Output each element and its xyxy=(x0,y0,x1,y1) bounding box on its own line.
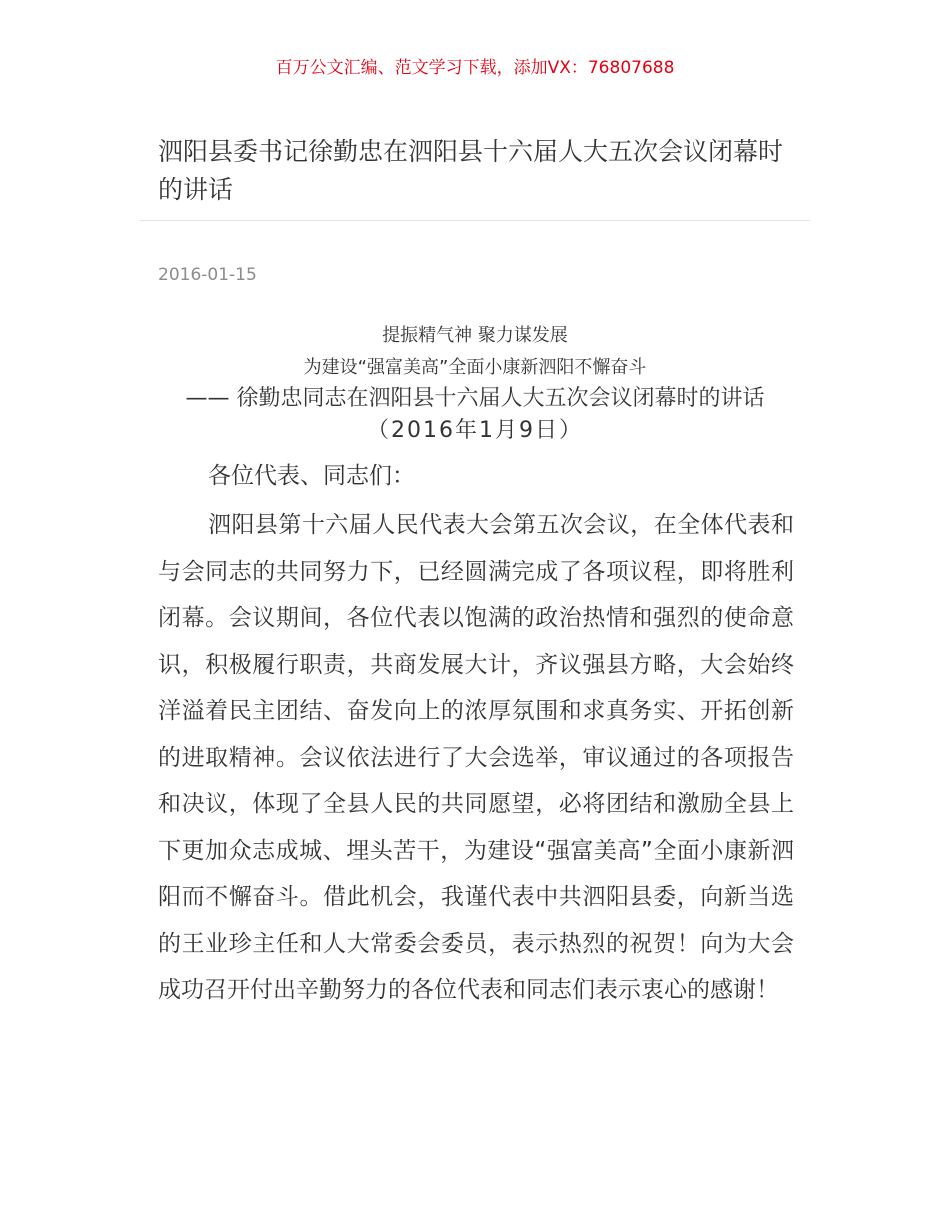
title-divider xyxy=(140,220,810,221)
speech-subtitle-line-1: 提振精气神 聚力谋发展 xyxy=(382,325,568,346)
publish-date: 2016-01-15 xyxy=(158,265,257,285)
speech-date: （2016年1月9日） xyxy=(367,418,583,443)
speech-byline: —— 徐勤忠同志在泗阳县十六届人大五次会议闭幕时的讲话 xyxy=(185,386,765,411)
body-paragraph: 泗阳县第十六届人民代表大会第五次会议，在全体代表和与会同志的共同努力下，已经圆满完成了各项议程，即将胜利闭幕。会议期间，各位代表以饱满的政治热情和强烈的使命意识，积极履行职责，共商发展大计，齐议强县方略，大会始终洋溢着民主团结、奋发向上的浓厚氛围和求真务实、开拓创新的进取精神。会议依法进行了大会选举，审议通过的各项报告和决议，体现了全县人民的共同愿望，必将团结和激励全县上下更加众志成城、埋头苦干，为建设“强富美高”全面小康新泗阳而不懈奋斗。借此机会，我谨代表中共泗阳县委，向新当选的王业珍主任和人大常委会委员，表示热烈的祝贺！向为大会成功召开付出辛勤努力的各位代表和同志们表示衷心的感谢！ xyxy=(158,512,794,1003)
article-title: 泗阳县委书记徐勤忠在泗阳县十六届人大五次会议闭幕时的讲话 xyxy=(158,137,784,204)
speech-subtitle-line-2: 为建设“强富美高”全面小康新泗阳不懈奋斗 xyxy=(303,357,647,378)
salutation: 各位代表、同志们： xyxy=(208,463,415,489)
promo-banner: 百万公文汇编、范文学习下载，添加VX：76807688 xyxy=(275,58,675,78)
